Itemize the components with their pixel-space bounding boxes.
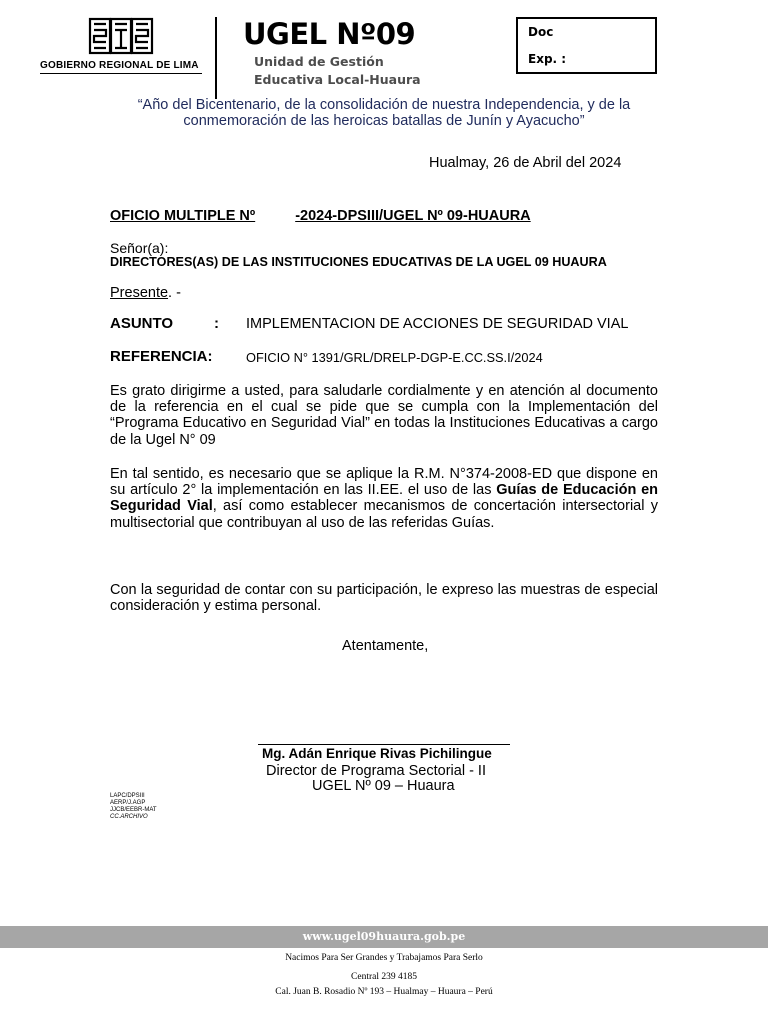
subject-colon: : — [214, 315, 219, 332]
oficio-number — [110, 208, 531, 224]
typist-initials — [110, 793, 157, 821]
regional-government-logo — [88, 16, 154, 56]
guides-title: Guías de Educación en Seguridad Vial — [110, 482, 658, 515]
signature-line — [258, 744, 510, 745]
initials-line: CC.ARCHIVO — [110, 814, 148, 820]
ugel-subtitle-line1: Unidad de Gestión — [254, 54, 384, 69]
body-paragraph-2 — [110, 466, 658, 531]
year-motto: “Año del Bicentenario, de la consolidación de nuestra Independencia, y de la conmemoración de las heroicas batallas de Junín y Ayacucho” — [137, 97, 631, 129]
presente — [110, 285, 181, 301]
initials-line: LAPC/DPSIII — [110, 793, 145, 799]
header-divider — [215, 17, 217, 99]
letter-date: Hualmay, 26 de Abril del 2024 — [429, 155, 622, 171]
presente-tail: . - — [168, 285, 181, 301]
footer-address: Cal. Juan B. Rosadio Nº 193 – Hualmay – Huaura – Perú — [275, 987, 493, 997]
presente-word: Presente — [110, 285, 169, 301]
ugel-title: UGEL Nº09 — [243, 17, 416, 51]
oficio-prefix: OFICIO MULTIPLE Nº — [110, 208, 256, 224]
caption-underline — [40, 73, 202, 74]
body-paragraph-1: Es grato dirigirme a usted, para saludarle cordialmente y en atención al documento de la referencia en el cual se pide que se cumpla con la Implementación del “Programa Educativo en Seguridad Vial” en todas la Instituciones Educativas a cargo de la Ugel N° 09 — [110, 383, 658, 448]
recipient: DIRECTORES(AS) DE LAS INSTITUCIONES EDUCATIVAS DE LA UGEL 09 HUAURA — [110, 255, 607, 269]
reference-text: OFICIO N° 1391/GRL/DRELP-DGP-E.CC.SS.I/2024 — [246, 350, 543, 365]
region-caption: GOBIERNO REGIONAL DE LIMA — [40, 60, 199, 71]
exp-label: Exp. : — [528, 52, 567, 66]
signatory-role: Director de Programa Sectorial - II — [266, 763, 486, 779]
salutation: Señor(a): — [110, 240, 169, 256]
footer-motto: Nacimos Para Ser Grandes y Trabajamos Para Serlo — [285, 953, 483, 963]
oficio-suffix: -2024-DPSIII/UGEL Nº 09-HUAURA — [295, 208, 531, 224]
closing: Atentamente, — [342, 638, 429, 654]
footer-phone: Central 239 4185 — [351, 972, 417, 982]
body-paragraph-3: Con la seguridad de contar con su participación, le expreso las muestras de especial consideración y estima personal. — [110, 582, 658, 615]
signatory-name: Mg. Adán Enrique Rivas Pichilingue — [262, 746, 492, 761]
footer-website-link[interactable]: www.ugel09huaura.gob.pe — [302, 930, 466, 943]
doc-label: Doc — [528, 25, 554, 39]
ugel-subtitle — [254, 53, 421, 89]
paragraph-2-end: , así como establecer mecanismos de concertación intersectorial y multisectorial que contribuyan al uso de las referidas Guías. — [110, 498, 658, 531]
initials-line: AERP/J.AGP — [110, 800, 146, 806]
subject-label: ASUNTO — [110, 315, 174, 332]
signatory-office: UGEL Nº 09 – Huaura — [312, 778, 455, 794]
document-reference-box — [516, 17, 657, 74]
paragraph-2-start: En tal sentido, es necesario que se aplique la R.M. N°374-2008-ED que dispone en su artículo 2° la implementación en las II.EE. el uso de las — [110, 466, 658, 499]
initials-line: JJCB/EEBR-MAT — [110, 807, 157, 813]
ugel-subtitle-line2: Educativa Local-Huaura — [254, 72, 421, 87]
subject-text: IMPLEMENTACION DE ACCIONES DE SEGURIDAD VIAL — [246, 316, 629, 332]
reference-label: REFERENCIA: — [110, 348, 213, 365]
